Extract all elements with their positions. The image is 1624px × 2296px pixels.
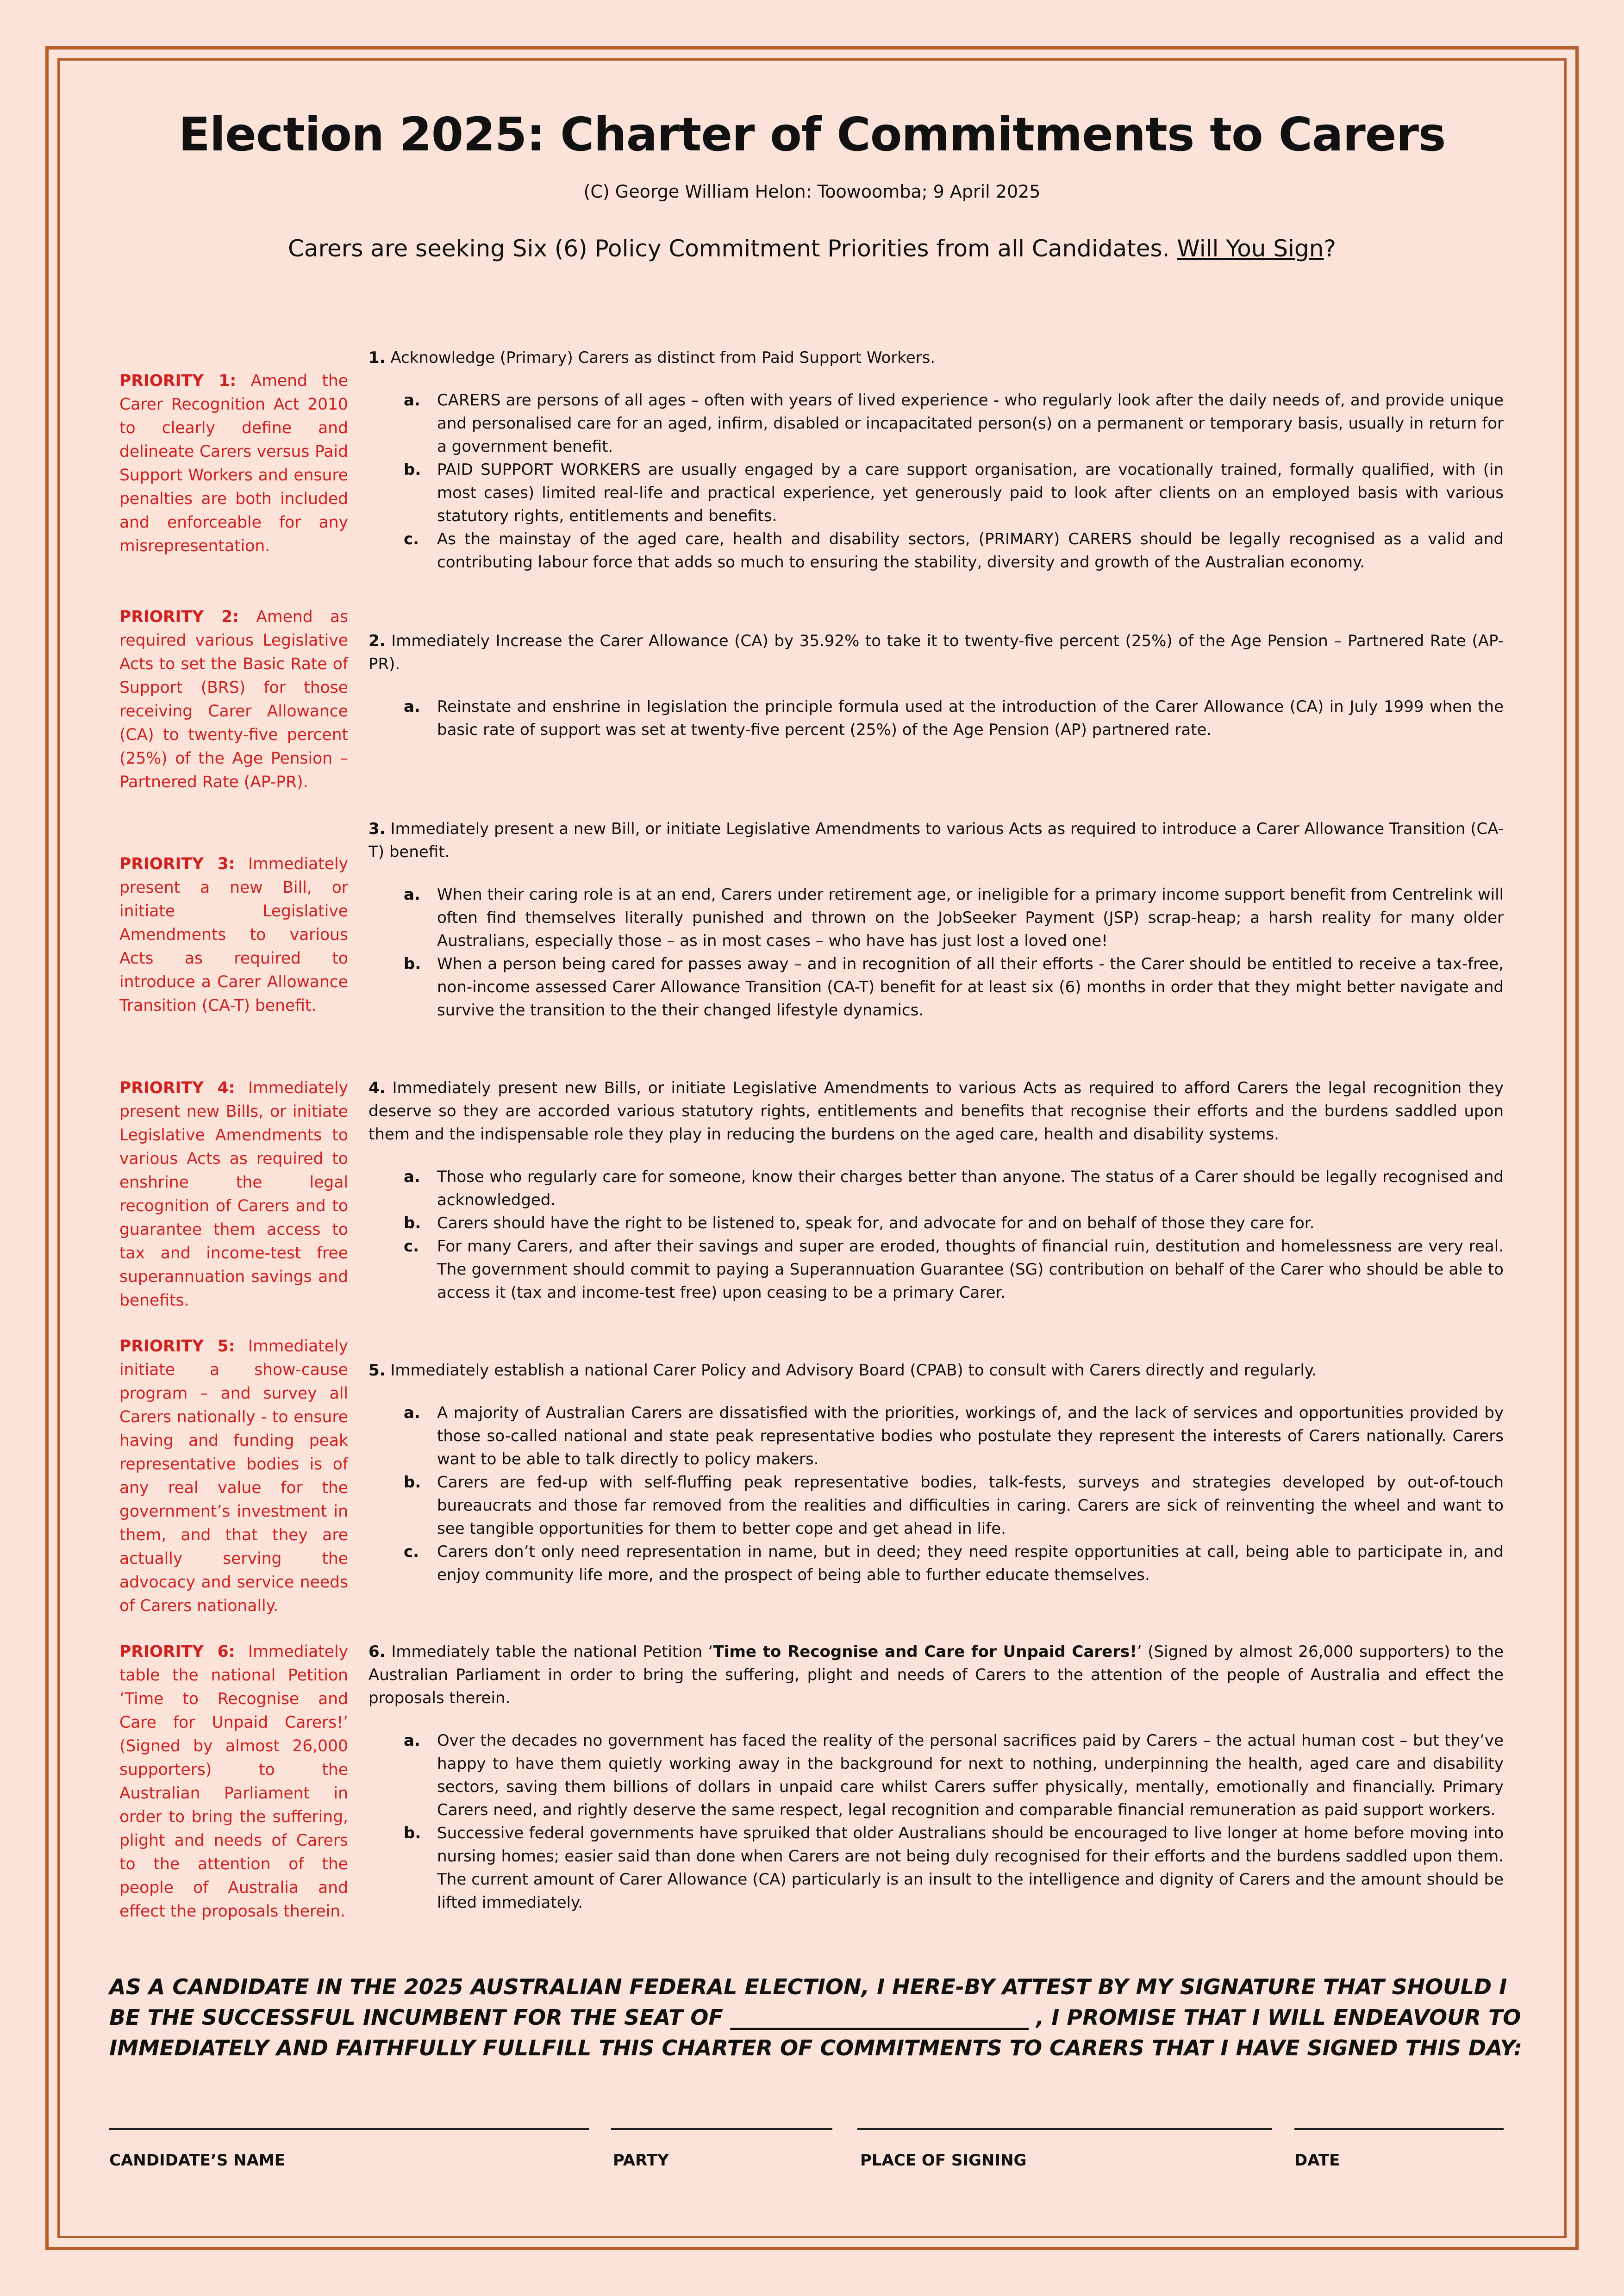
item-text: CARERS are persons of all ages – often with years of lived experience - who regularly look after the daily needs of, and provide unique and personalised care for an aged, infirm, disabled or incapacitated person(s) on a permanent or temporary basis, usually in return for a government benefit. xyxy=(437,391,1504,456)
item-text: Carers are fed-up with self-fluffing peak representative bodies, talk-fests, surveys and strategies developed by out-of-touch bureaucrats and those far removed from the realities and difficulties in caring. Carers are sick of reinventing the wheel and want to see tangible opportunities for them to better cope and get ahead in life. xyxy=(437,1473,1504,1538)
item-text: Carers should have the right to be listened to, speak for, and advocate for and on behalf of those they care for. xyxy=(437,1214,1315,1232)
section-2 xyxy=(369,629,1504,741)
item-text: When their caring role is at an end, Carers under retirement age, or ineligible for a primary income support benefit from Centrelink will often find themselves literally punished and thrown on the JobSeeker Payment (JSP) scrap-heap; a harsh reality for many older Australians, especially those – as in most cases – who have has just lost a loved one! xyxy=(437,885,1504,950)
item-text: A majority of Australian Carers are dissatisfied with the priorities, workings of, and the lack of services and opportunities provided by those so-called national and state peak representative bodies who postulate they represent the interests of Carers nationally. Carers want to be able to talk directly to policy makers. xyxy=(437,1404,1504,1468)
section-number: 2. xyxy=(369,632,386,650)
list-item xyxy=(369,1540,1504,1587)
priority-4 xyxy=(119,1076,348,1313)
list-item xyxy=(369,458,1504,528)
attestation xyxy=(109,1972,1526,2063)
section-lead-text: Immediately present new Bills, or initiate Legislative Amendments to various Acts as required to afford Carers the legal recognition they deserve so they are accorded various statutory rights, entitlements and benefits that recognise their efforts and the burdens saddled upon them and the indispensable role they play in reducing the burdens on the aged care, health and disability systems. xyxy=(369,1079,1504,1144)
section-3 xyxy=(369,817,1504,1022)
priority-label: PRIORITY 3: xyxy=(119,855,235,873)
item-text: Reinstate and enshrine in legislation the principle formula used at the introduction of the Carer Allowance (CA) in July 1999 when the basic rate of support was set at twenty-five percent (25%) of the Age Pension (AP) partnered rate. xyxy=(437,697,1504,739)
priority-text: Immediately initiate a show-cause program – and survey all Carers nationally - to ensure having and funding peak representative bodies is of any real value for the government’s investment in them, and that they are actually serving the advocacy and service needs of Carers nationally. xyxy=(119,1337,348,1615)
list-item xyxy=(369,695,1504,741)
priority-1 xyxy=(119,369,348,558)
priority-2 xyxy=(119,605,348,794)
byline: (C) George William Helon: Toowoomba; 9 April 2025 xyxy=(583,181,1041,202)
section-number: 1. xyxy=(369,348,386,367)
priority-label: PRIORITY 4: xyxy=(119,1079,235,1097)
item-marker: b. xyxy=(404,1214,421,1232)
candidate-name-line[interactable] xyxy=(109,2128,589,2130)
list-item xyxy=(369,1212,1504,1235)
attestation-text: AS A CANDIDATE IN THE 2025 AUSTRALIAN FEDERAL ELECTION, I HERE-BY ATTEST BY MY SIGNATURE THAT SHOULD I BE THE SUCCESSFUL INCUMBENT FOR THE SEAT OF xyxy=(109,1974,1507,2030)
date-line[interactable] xyxy=(1294,2128,1504,2130)
item-marker: a. xyxy=(404,1404,420,1422)
section-4 xyxy=(369,1076,1504,1304)
section-lead xyxy=(369,629,1504,676)
list-item xyxy=(369,389,1504,458)
section-lead-text: Acknowledge (Primary) Carers as distinct from Paid Support Workers. xyxy=(390,348,936,367)
section-lead xyxy=(369,817,1504,864)
item-marker: a. xyxy=(404,1731,420,1750)
item-marker: b. xyxy=(404,1824,421,1842)
section-lead xyxy=(369,1640,1504,1710)
sign-request xyxy=(0,235,1624,262)
section-number: 3. xyxy=(369,820,386,838)
item-text: For many Carers, and after their savings and super are eroded, thoughts of financial ruin, destitution and homelessness are very real. The government should commit to paying a Superannuation Guarantee (SG) contribution on behalf of the Carer who should be able to access it (tax and income-test free) upon ceasing to be a primary Carer. xyxy=(437,1237,1504,1302)
section-lead-text: ’ (Signed by almost 26,000 supporters) to the Australian Parliament in order to bring the suffering, plight and needs of Carers to the attention of the people of Australia and effect the proposals therein. xyxy=(369,1643,1504,1707)
item-marker: c. xyxy=(404,530,419,548)
place-of-signing-label: PLACE OF SIGNING xyxy=(860,2151,1027,2170)
priority-label: PRIORITY 5: xyxy=(119,1337,235,1356)
item-text: Carers don’t only need representation in name, but in deed; they need respite opportunities at call, being able to participate in, and enjoy community life more, and the prospect of being able to further educate themselves. xyxy=(437,1543,1504,1584)
section-lead xyxy=(369,1076,1504,1146)
item-text: Over the decades no government has faced the reality of the personal sacrifices paid by Carers – the actual human cost – but they’ve happy to have them quietly working away in the background for next to nothing, underpinning the health, aged care and disability sectors, saving them billions of dollars in unpaid care whilst Carers suffer physically, mentally, emotionally and financially. Primary Carers need, and rightly deserve the same respect, legal recognition and comparable financial remuneration as paid support workers. xyxy=(437,1731,1504,1819)
list-item xyxy=(369,1471,1504,1540)
section-lead-text: Immediately Increase the Carer Allowance (CA) by 35.92% to take it to twenty-five percent (25%) of the Age Pension – Partnered Rate (AP-PR). xyxy=(369,632,1504,673)
item-text: When a person being cared for passes away – and in recognition of all their efforts - the Carer should be entitled to receive a tax-free, non-income assessed Carer Allowance Transition (CA-T) benefit for at least six (6) months in order that they might better navigate and survive the transition to the their changed lifestyle dynamics. xyxy=(437,955,1504,1020)
section-lead xyxy=(369,1359,1504,1382)
attestation-text: , I PROMISE THAT I WILL ENDEAVOUR TO IMMEDIATELY AND FAITHFULLY FULLFILL THIS CHARTER OF COMMITMENTS TO CARERS THAT I HAVE SIGNED THIS DAY: xyxy=(109,2005,1522,2060)
item-text: As the mainstay of the aged care, health and disability sectors, (PRIMARY) CARERS should be legally recognised as a valid and contributing labour force that adds so much to ensuring the stability, diversity and growth of the Australian economy. xyxy=(437,530,1504,572)
section-number: 5. xyxy=(369,1361,386,1380)
section-lead xyxy=(369,346,1504,369)
priority-text: Amend the Carer Recognition Act 2010 to clearly define and delineate Carers versus Paid Support Workers and ensure penalties are both included and enforceable for any misrepresentation. xyxy=(119,372,348,555)
section-number: 4. xyxy=(369,1079,386,1097)
place-of-signing-line[interactable] xyxy=(857,2128,1272,2130)
section-1 xyxy=(369,346,1504,574)
section-lead-text: Immediately establish a national Carer Policy and Advisory Board (CPAB) to consult with Carers directly and regularly. xyxy=(390,1361,1317,1380)
priority-label: PRIORITY 2: xyxy=(119,608,239,626)
priority-text: Amend as required various Legislative Acts to set the Basic Rate of Support (BRS) for those receiving Carer Allowance (CA) to twenty-five percent (25%) of the Age Pension – Partnered Rate (AP-PR). xyxy=(119,608,349,791)
item-marker: c. xyxy=(404,1543,419,1561)
priority-label: PRIORITY 6: xyxy=(119,1643,235,1661)
list-item xyxy=(369,528,1504,574)
list-item xyxy=(369,1401,1504,1471)
section-lead-text: Immediately present a new Bill, or initiate Legislative Amendments to various Acts as required to introduce a Carer Allowance Transition (CA-T) benefit. xyxy=(369,820,1504,861)
list-item xyxy=(369,1235,1504,1304)
item-marker: b. xyxy=(404,460,421,479)
list-item xyxy=(369,1165,1504,1212)
item-marker: a. xyxy=(404,391,420,410)
item-text: PAID SUPPORT WORKERS are usually engaged by a care support organisation, are vocationally trained, formally qualified, with (in most cases) limited real-life and practical experience, yet generously paid to look after clients on an employed basis with various statutory rights, entitlements and benefits. xyxy=(437,460,1504,525)
will-you-sign-link[interactable]: Will You Sign xyxy=(1177,235,1324,262)
sign-request-end: ? xyxy=(1324,235,1336,262)
party-label: PARTY xyxy=(613,2151,669,2170)
item-text: Successive federal governments have spruiked that older Australians should be encouraged to live longer at home before moving into nursing homes; easier said than done when Carers are not being duly recognised for their efforts and the burdens saddled upon them. The current amount of Carer Allowance (CA) particularly is an insult to the intelligence and dignity of Carers and the amount should be lifted immediately. xyxy=(437,1824,1504,1912)
seat-blank[interactable]: ____________________________ xyxy=(730,2005,1029,2030)
candidate-name-label: CANDIDATE’S NAME xyxy=(109,2151,285,2170)
section-5 xyxy=(369,1359,1504,1587)
section-lead-text: Immediately table the national Petition ‘ xyxy=(391,1643,713,1661)
item-marker: b. xyxy=(404,1473,421,1492)
section-number: 6. xyxy=(369,1643,386,1661)
list-item xyxy=(369,1729,1504,1822)
item-marker: b. xyxy=(404,955,421,973)
item-marker: c. xyxy=(404,1237,419,1256)
list-item xyxy=(369,883,1504,952)
page-title: Election 2025: Charter of Commitments to Carers xyxy=(178,107,1446,162)
priority-5 xyxy=(119,1335,348,1618)
section-6 xyxy=(369,1640,1504,1914)
list-item xyxy=(369,952,1504,1022)
item-marker: a. xyxy=(404,885,420,904)
item-marker: a. xyxy=(404,697,420,716)
priority-label: PRIORITY 1: xyxy=(119,372,237,390)
party-line[interactable] xyxy=(611,2128,832,2130)
priority-text: Immediately present new Bills, or initiate Legislative Amendments to various Acts as required to enshrine the legal recognition of Carers and to guarantee them access to tax and income-test free superannuation savings and benefits. xyxy=(119,1079,348,1310)
sign-request-text: Carers are seeking Six (6) Policy Commitment Priorities from all Candidates. xyxy=(288,235,1170,262)
item-text: Those who regularly care for someone, know their charges better than anyone. The status of a Carer should be legally recognised and acknowledged. xyxy=(437,1168,1504,1209)
priority-text: Immediately table the national Petition ‘Time to Recognise and Care for Unpaid Carers!’ (Signed by almost 26,000 supporters) to the Australian Parliament in order to bring the suffering, plight and needs of Carers to the attention of the people of Australia and effect the proposals therein. xyxy=(119,1643,348,1921)
item-marker: a. xyxy=(404,1168,420,1186)
priority-6 xyxy=(119,1640,348,1923)
petition-title: Time to Recognise and Care for Unpaid Carers! xyxy=(713,1643,1137,1661)
priority-3 xyxy=(119,852,348,1018)
date-label: DATE xyxy=(1294,2151,1340,2170)
priority-text: Immediately present a new Bill, or initiate Legislative Amendments to various Acts as required to introduce a Carer Allowance Transition (CA-T) benefit. xyxy=(119,855,348,1015)
list-item xyxy=(369,1822,1504,1914)
